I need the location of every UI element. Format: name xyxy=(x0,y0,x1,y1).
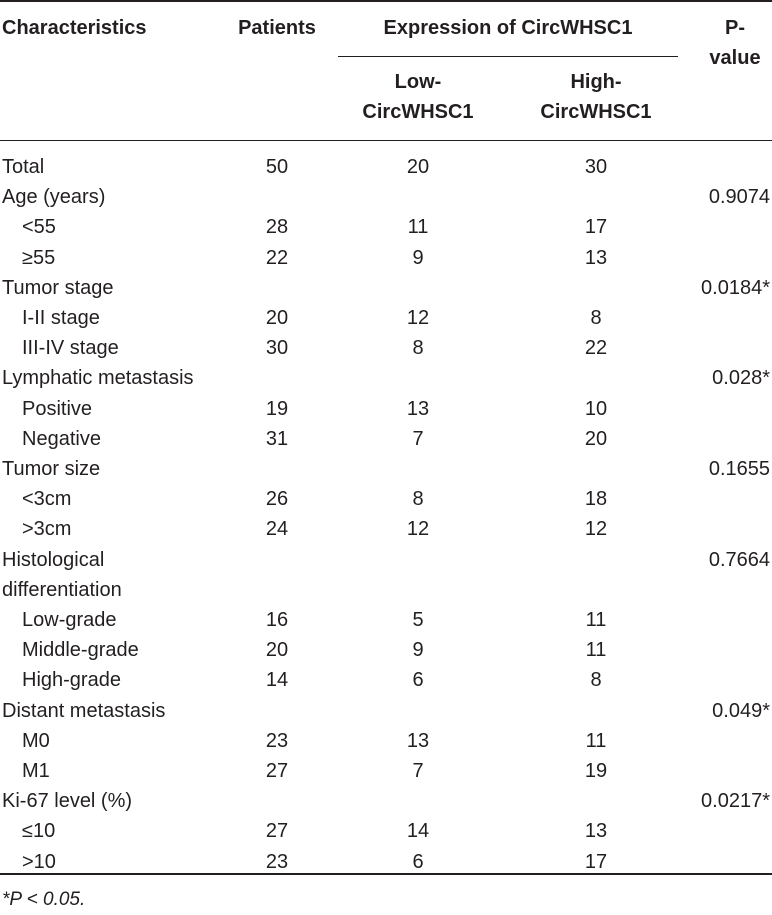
table-row xyxy=(0,665,772,695)
row-label: III-IV stage xyxy=(22,337,119,360)
header-high-line1: High- xyxy=(570,71,622,93)
row-label: Total xyxy=(2,156,45,178)
table-row xyxy=(0,363,772,393)
cell-p-value: 0.7664 xyxy=(708,548,770,571)
cell-p-value: 0.1655 xyxy=(708,458,770,480)
row-label: >10 xyxy=(22,850,56,873)
cell-high-circwhsc1 xyxy=(532,363,660,393)
cell-low-circwhsc1: 20 xyxy=(406,156,430,178)
cell-high-circwhsc1: 19 xyxy=(584,760,608,782)
row-label: ≤10 xyxy=(22,820,56,843)
cell-patients: 14 xyxy=(265,669,289,692)
cell-patients xyxy=(232,454,322,484)
table-row xyxy=(0,394,772,424)
row-label: Ki-67 level (%) xyxy=(2,790,133,813)
header-high-line2: CircWHSC1 xyxy=(540,101,652,123)
cell-patients: 20 xyxy=(265,639,289,662)
cell-patients: 30 xyxy=(265,337,289,360)
cell-low-circwhsc1: 13 xyxy=(406,729,430,752)
table-row xyxy=(0,696,772,726)
table-row xyxy=(0,273,772,303)
row-label: Distant metastasis xyxy=(2,699,166,722)
cell-patients xyxy=(232,363,322,393)
header-characteristics: Characteristics xyxy=(2,17,147,39)
cell-high-circwhsc1: 11 xyxy=(585,639,607,662)
row-label: >3cm xyxy=(22,518,72,541)
cell-patients: 22 xyxy=(265,246,289,269)
cell-low-circwhsc1: 9 xyxy=(412,246,424,269)
row-label: <3cm xyxy=(22,488,72,511)
cell-patients xyxy=(232,786,322,816)
cell-low-circwhsc1 xyxy=(354,454,482,484)
cell-p-value: 0.0184* xyxy=(701,276,770,299)
table-row xyxy=(0,756,772,786)
cell-patients: 28 xyxy=(265,216,289,239)
table-bottom-rule xyxy=(0,873,772,875)
table-footnote: *P < 0.05. xyxy=(2,889,86,910)
row-label: Age (years) xyxy=(2,186,106,209)
row-label: Low-grade xyxy=(22,609,117,631)
cell-high-circwhsc1: 13 xyxy=(584,820,608,843)
row-label: ≥55 xyxy=(22,246,56,269)
cell-patients: 31 xyxy=(265,427,289,450)
expression-group-rule xyxy=(338,56,678,57)
cell-high-circwhsc1 xyxy=(532,696,660,726)
table-top-rule xyxy=(0,0,772,2)
cell-patients: 27 xyxy=(265,760,289,782)
row-label: differentiation xyxy=(2,578,122,601)
cell-patients: 23 xyxy=(265,729,289,752)
header-pvalue-line1: P- xyxy=(725,17,745,39)
cell-low-circwhsc1: 9 xyxy=(412,639,424,662)
table-row xyxy=(0,152,772,182)
cell-patients xyxy=(232,545,322,575)
header-expression-group: Expression of CircWHSC1 xyxy=(383,17,633,39)
row-label: Tumor stage xyxy=(2,276,114,299)
cell-high-circwhsc1 xyxy=(532,454,660,484)
cell-patients: 23 xyxy=(265,850,289,873)
cell-high-circwhsc1: 17 xyxy=(584,216,608,239)
cell-patients: 50 xyxy=(265,156,289,178)
cell-low-circwhsc1 xyxy=(354,273,482,303)
cell-p-value: 0.9074 xyxy=(708,186,770,209)
cell-low-circwhsc1: 8 xyxy=(412,488,424,511)
cell-low-circwhsc1: 11 xyxy=(407,216,429,239)
row-label: Positive xyxy=(22,397,93,420)
cell-patients: 27 xyxy=(265,820,289,843)
row-label: Tumor size xyxy=(2,458,101,480)
cell-high-circwhsc1: 11 xyxy=(585,729,607,752)
table-row xyxy=(0,243,772,273)
table-row xyxy=(0,786,772,816)
table-row xyxy=(0,605,772,635)
cell-patients xyxy=(232,182,322,212)
cell-patients: 24 xyxy=(265,518,289,541)
row-label: M0 xyxy=(22,729,50,752)
row-label: High-grade xyxy=(22,669,121,692)
table-row xyxy=(0,333,772,363)
cell-low-circwhsc1 xyxy=(354,545,482,575)
cell-high-circwhsc1: 18 xyxy=(584,488,608,511)
header-low-line1: Low- xyxy=(394,71,442,93)
row-label: Middle-grade xyxy=(22,639,139,662)
cell-low-circwhsc1 xyxy=(354,786,482,816)
table-row xyxy=(0,816,772,846)
cell-high-circwhsc1 xyxy=(532,182,660,212)
table-row xyxy=(0,454,772,484)
table-row xyxy=(0,726,772,756)
cell-high-circwhsc1: 17 xyxy=(584,850,608,873)
cell-low-circwhsc1 xyxy=(354,575,482,605)
row-label: Negative xyxy=(22,427,101,450)
cell-patients: 26 xyxy=(265,488,289,511)
cell-low-circwhsc1 xyxy=(354,696,482,726)
row-label: Lymphatic metastasis xyxy=(2,367,194,390)
cell-patients xyxy=(232,575,322,605)
cell-low-circwhsc1: 12 xyxy=(406,307,430,329)
cell-high-circwhsc1: 22 xyxy=(584,337,608,360)
cell-low-circwhsc1: 5 xyxy=(412,609,424,631)
cell-low-circwhsc1: 6 xyxy=(412,850,424,873)
cell-p-value: 0.028* xyxy=(712,367,770,390)
table-row xyxy=(0,514,772,544)
cell-p-value: 0.049* xyxy=(712,699,770,722)
cell-patients xyxy=(232,696,322,726)
cell-high-circwhsc1: 11 xyxy=(585,609,607,631)
cell-high-circwhsc1: 12 xyxy=(584,518,608,541)
cell-high-circwhsc1 xyxy=(532,575,660,605)
table-row xyxy=(0,212,772,242)
table-row xyxy=(0,635,772,665)
cell-low-circwhsc1: 7 xyxy=(412,760,424,782)
header-low-line2: CircWHSC1 xyxy=(362,101,474,123)
cell-high-circwhsc1 xyxy=(532,273,660,303)
cell-patients: 19 xyxy=(265,397,289,420)
header-pvalue-line2: value xyxy=(709,47,761,69)
row-label: <55 xyxy=(22,216,56,239)
cell-low-circwhsc1: 12 xyxy=(406,518,430,541)
cell-low-circwhsc1: 13 xyxy=(406,397,430,420)
cell-low-circwhsc1: 8 xyxy=(412,337,424,360)
header-patients: Patients xyxy=(238,17,316,39)
cell-p-value: 0.0217* xyxy=(701,790,770,813)
cell-high-circwhsc1: 13 xyxy=(584,246,608,269)
table-row xyxy=(0,303,772,333)
row-label: M1 xyxy=(22,760,50,782)
cell-low-circwhsc1 xyxy=(354,363,482,393)
table-row xyxy=(0,484,772,514)
row-label: Histological xyxy=(2,548,105,571)
cell-high-circwhsc1 xyxy=(532,545,660,575)
cell-high-circwhsc1: 30 xyxy=(584,156,608,178)
cell-high-circwhsc1: 20 xyxy=(584,427,608,450)
table-row xyxy=(0,545,772,575)
cell-high-circwhsc1: 10 xyxy=(584,397,608,420)
cell-high-circwhsc1: 8 xyxy=(590,307,602,329)
cell-low-circwhsc1: 14 xyxy=(406,820,430,843)
cell-high-circwhsc1 xyxy=(532,786,660,816)
cell-patients xyxy=(232,273,322,303)
header-bottom-rule xyxy=(0,140,772,141)
cell-low-circwhsc1 xyxy=(354,182,482,212)
cell-low-circwhsc1: 7 xyxy=(412,427,424,450)
cell-patients: 16 xyxy=(265,609,289,631)
cell-high-circwhsc1: 8 xyxy=(590,669,602,692)
row-label: I-II stage xyxy=(22,307,100,329)
table-row xyxy=(0,424,772,454)
cell-patients: 20 xyxy=(265,307,289,329)
table-row xyxy=(0,182,772,212)
cell-low-circwhsc1: 6 xyxy=(412,669,424,692)
table-row xyxy=(0,575,772,605)
